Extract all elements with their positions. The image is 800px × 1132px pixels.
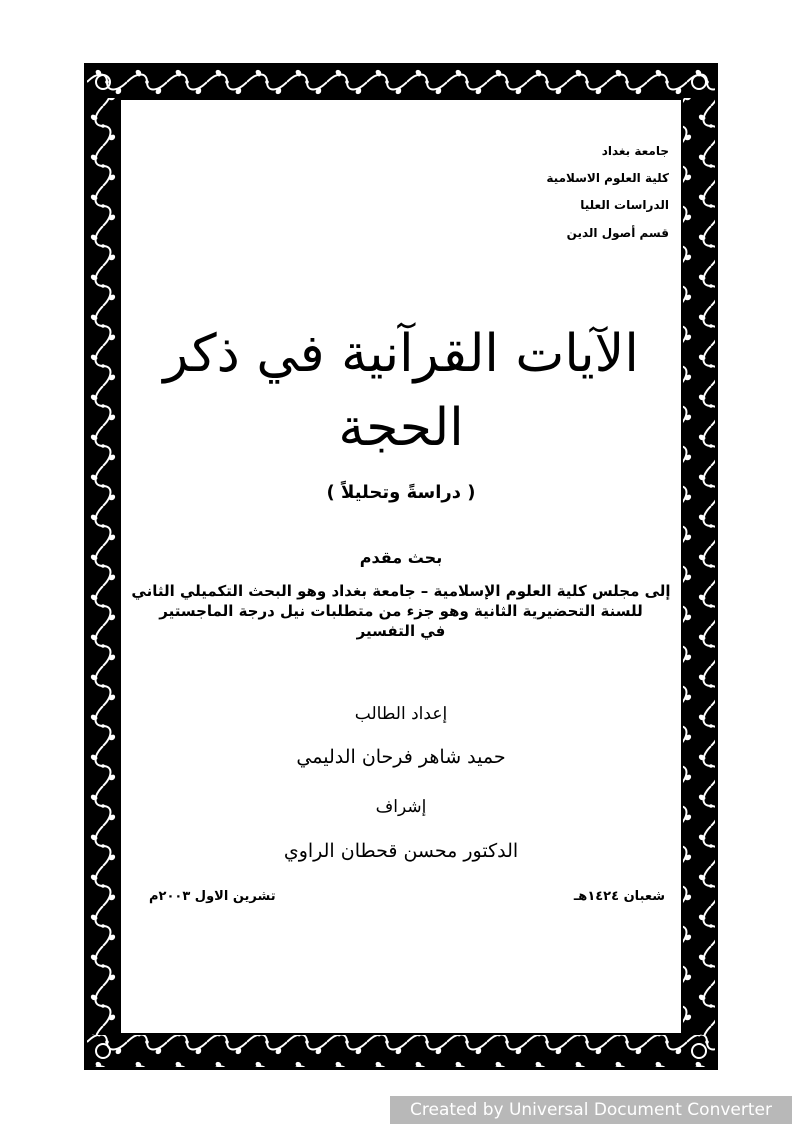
supervisor-name: الدكتور محسن قحطان الراوي (283, 840, 519, 862)
research-label: بحث مقدم (359, 548, 443, 567)
subtitle: ( دراسةً وتحليلاً ) (326, 482, 476, 503)
decorative-border (84, 63, 718, 1070)
page-content-area (119, 98, 683, 1035)
header-studies: الدراسات العليا (580, 198, 669, 212)
description-line-3: في التفسير (356, 622, 446, 640)
prepared-by-label: إعداد الطالب (354, 704, 448, 724)
header-college: كلية العلوم الاسلامية (546, 171, 669, 185)
date-hijri: شعبان ١٤٢٤هـ (573, 889, 665, 904)
title-line-1: الآيات القرآنية في ذكر (163, 324, 639, 384)
header-university: جامعة بغداد (601, 144, 669, 158)
title-line-2: الحجة (338, 398, 464, 458)
description-line-2: للسنة التحضيرية الثانية وهو جزء من متطلبات نيل درجة الماجستير (159, 602, 643, 620)
date-gregorian: تشرين الاول ٢٠٠٣م (149, 889, 276, 904)
supervision-label: إشراف (375, 797, 427, 817)
converter-watermark: Created by Universal Document Converter (390, 1096, 792, 1124)
header-department: قسم أصول الدين (566, 226, 669, 240)
student-name: حميد شاهر فرحان الدليمي (296, 746, 506, 768)
description-line-1: إلى مجلس كلية العلوم الإسلامية – جامعة بغداد وهو البحث التكميلي الثاني (131, 582, 671, 600)
